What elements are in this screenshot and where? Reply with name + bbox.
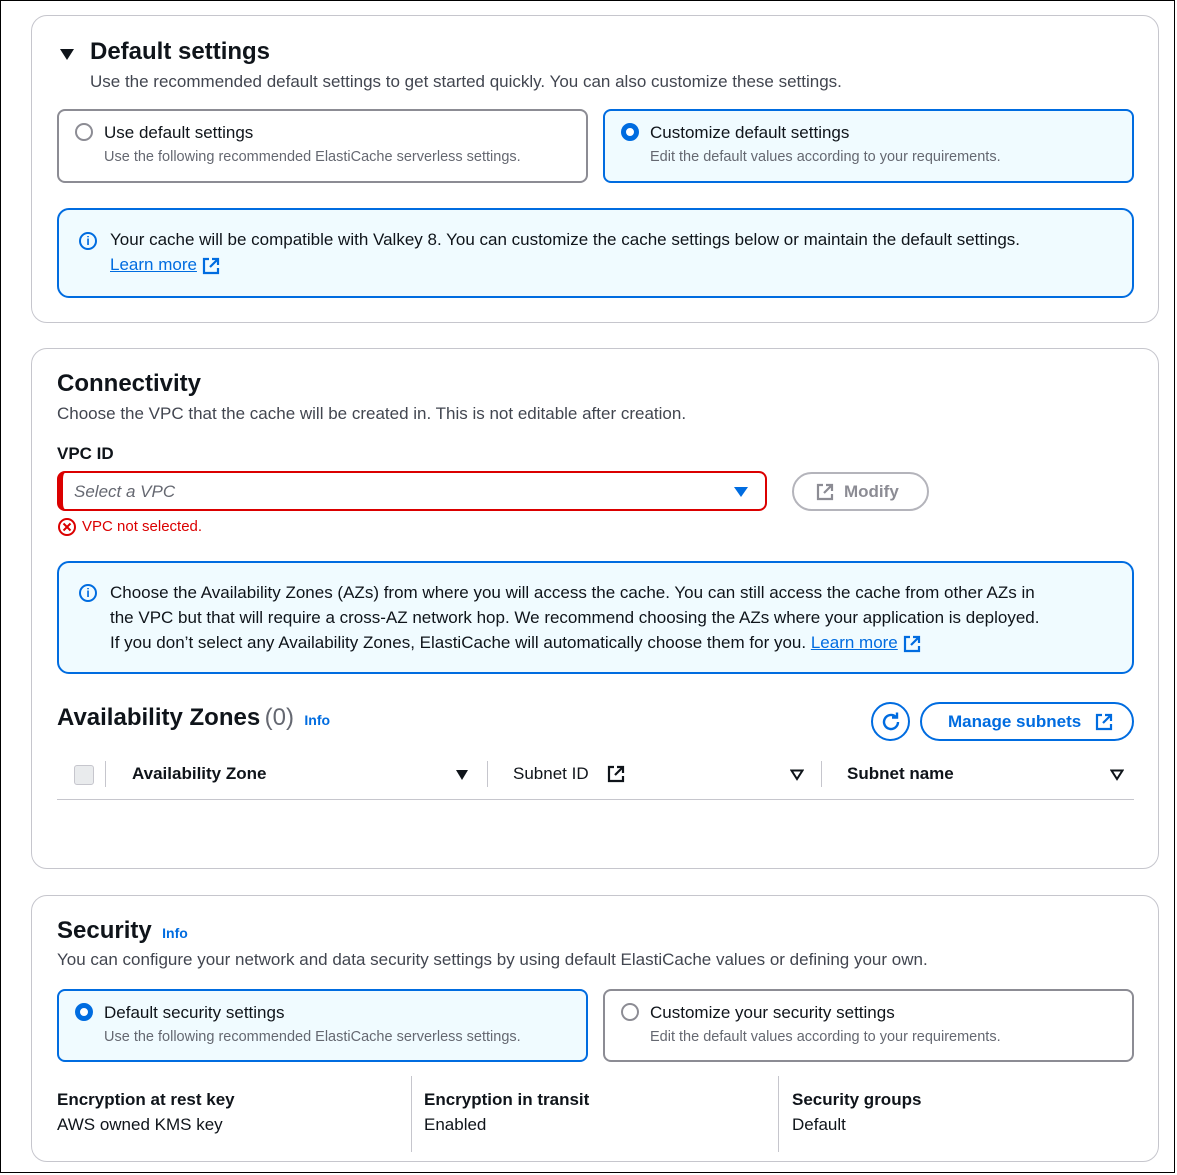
alert-line-1: Choose the Availability Zones (AZs) from where you will access the cache. You can still access the cache from other AZs in <box>110 583 1035 602</box>
info-link[interactable]: Info <box>304 712 331 728</box>
radio-button[interactable] <box>75 123 93 141</box>
sort-caret-filled-icon[interactable] <box>455 769 469 781</box>
option-description: Edit the default values according to your requirements. <box>650 1029 1001 1045</box>
option-use-default-settings[interactable] <box>57 109 588 183</box>
section-title: Security <box>57 917 152 944</box>
alert-message: Your cache will be compatible with Valkey 8. You can customize the cache settings below or maintain the default settings. <box>110 230 1021 249</box>
encryption-at-rest-value: AWS owned KMS key <box>57 1115 223 1134</box>
valkey-info-alert <box>57 208 1134 298</box>
section-description: You can configure your network and data security settings by using default ElastiCache values or defining your own. <box>57 950 928 969</box>
radio-button[interactable] <box>621 1003 639 1021</box>
learn-more-link[interactable]: Learn more <box>110 255 197 274</box>
security-groups-label: Security groups <box>792 1090 922 1109</box>
encryption-in-transit-value: Enabled <box>424 1115 487 1134</box>
alert-line-2: the VPC but that will require a cross-AZ network hop. We recommend choosing the AZs where your application is deployed. <box>110 608 1040 627</box>
encryption-in-transit-label: Encryption in transit <box>424 1090 590 1109</box>
az-title: Availability Zones <box>57 704 261 731</box>
option-description: Edit the default values according to your requirements. <box>650 149 1001 165</box>
radio-button-selected[interactable] <box>75 1003 93 1021</box>
external-link-icon <box>607 765 625 783</box>
info-icon: i <box>79 584 97 602</box>
section-title: Connectivity <box>57 370 202 397</box>
column-availability-zone[interactable]: Availability Zone <box>132 764 267 783</box>
option-label: Customize your security settings <box>650 1003 895 1022</box>
external-link-icon <box>816 483 834 501</box>
select-all-checkbox[interactable] <box>74 765 94 785</box>
option-customize-security-settings[interactable] <box>603 989 1134 1062</box>
az-table-header <box>57 759 1134 800</box>
collapse-toggle[interactable] <box>58 38 298 68</box>
az-count: (0) <box>264 704 294 731</box>
section-description: Choose the VPC that the cache will be created in. This is not editable after creation. <box>57 404 687 423</box>
az-info-alert <box>57 561 1134 674</box>
vpc-select[interactable] <box>57 471 767 511</box>
info-icon: i <box>79 232 97 250</box>
external-link-icon <box>903 635 921 653</box>
dropdown-caret-icon <box>733 486 749 498</box>
learn-more-link[interactable]: Learn more <box>810 633 898 652</box>
section-title: Default settings <box>90 38 271 65</box>
encryption-at-rest-label: Encryption at rest key <box>57 1090 235 1109</box>
option-label: Use default settings <box>104 123 254 142</box>
refresh-icon <box>880 711 902 733</box>
vpc-id-label: VPC ID <box>57 444 114 463</box>
security-groups-value: Default <box>792 1115 846 1134</box>
manage-subnets-button[interactable] <box>920 702 1134 741</box>
modify-button[interactable] <box>792 472 929 511</box>
security-heading <box>57 917 188 945</box>
az-heading <box>57 704 330 732</box>
option-default-security-settings[interactable] <box>57 989 588 1062</box>
external-link-icon <box>1095 713 1113 731</box>
option-customize-default-settings[interactable] <box>603 109 1134 183</box>
sort-caret-icon[interactable] <box>790 769 804 781</box>
external-link-icon <box>202 257 220 275</box>
error-icon <box>57 517 77 537</box>
caret-down-icon <box>58 47 76 61</box>
section-description: Use the recommended default settings to get started quickly. You can also customize these settings. <box>90 72 842 91</box>
vpc-select-placeholder: Select a VPC <box>74 482 176 501</box>
modify-button-label: Modify <box>844 482 899 501</box>
column-subnet-name[interactable]: Subnet name <box>847 764 954 783</box>
security-panel <box>31 895 1159 1162</box>
option-label: Default security settings <box>104 1003 285 1022</box>
connectivity-panel: Connectivity Choose the VPC that the cache will be created in. This is not editable after creation. VPC ID Select a VPC Modify VPC not selected. i Choose the Availability Zones (AZs) from where you will access the cache. You can still access the cache from other AZs in the VPC but that will require a cross-AZ network hop. We recommend choosing the AZs where your application is deployed. If you don’t select any Availability Zones, ElastiCache will automatically choose them for you. Learn more Availability Zones (0) Info Manage subnets Availability Zone Subnet ID Subnet name <box>31 348 1159 869</box>
info-link[interactable]: Info <box>162 925 188 941</box>
column-subnet-id[interactable]: Subnet ID <box>513 764 589 783</box>
option-description: Use the following recommended ElastiCache serverless settings. <box>104 1029 521 1045</box>
default-settings-panel <box>31 15 1159 323</box>
alert-line-3: If you don’t select any Availability Zones, ElastiCache will automatically choose them for you. <box>110 633 807 652</box>
sort-caret-icon[interactable] <box>1110 769 1124 781</box>
option-label: Customize default settings <box>650 123 850 142</box>
manage-subnets-label: Manage subnets <box>948 712 1082 731</box>
refresh-button[interactable] <box>871 702 910 741</box>
radio-button-selected[interactable] <box>621 123 639 141</box>
option-description: Use the following recommended ElastiCache serverless settings. <box>104 149 521 165</box>
